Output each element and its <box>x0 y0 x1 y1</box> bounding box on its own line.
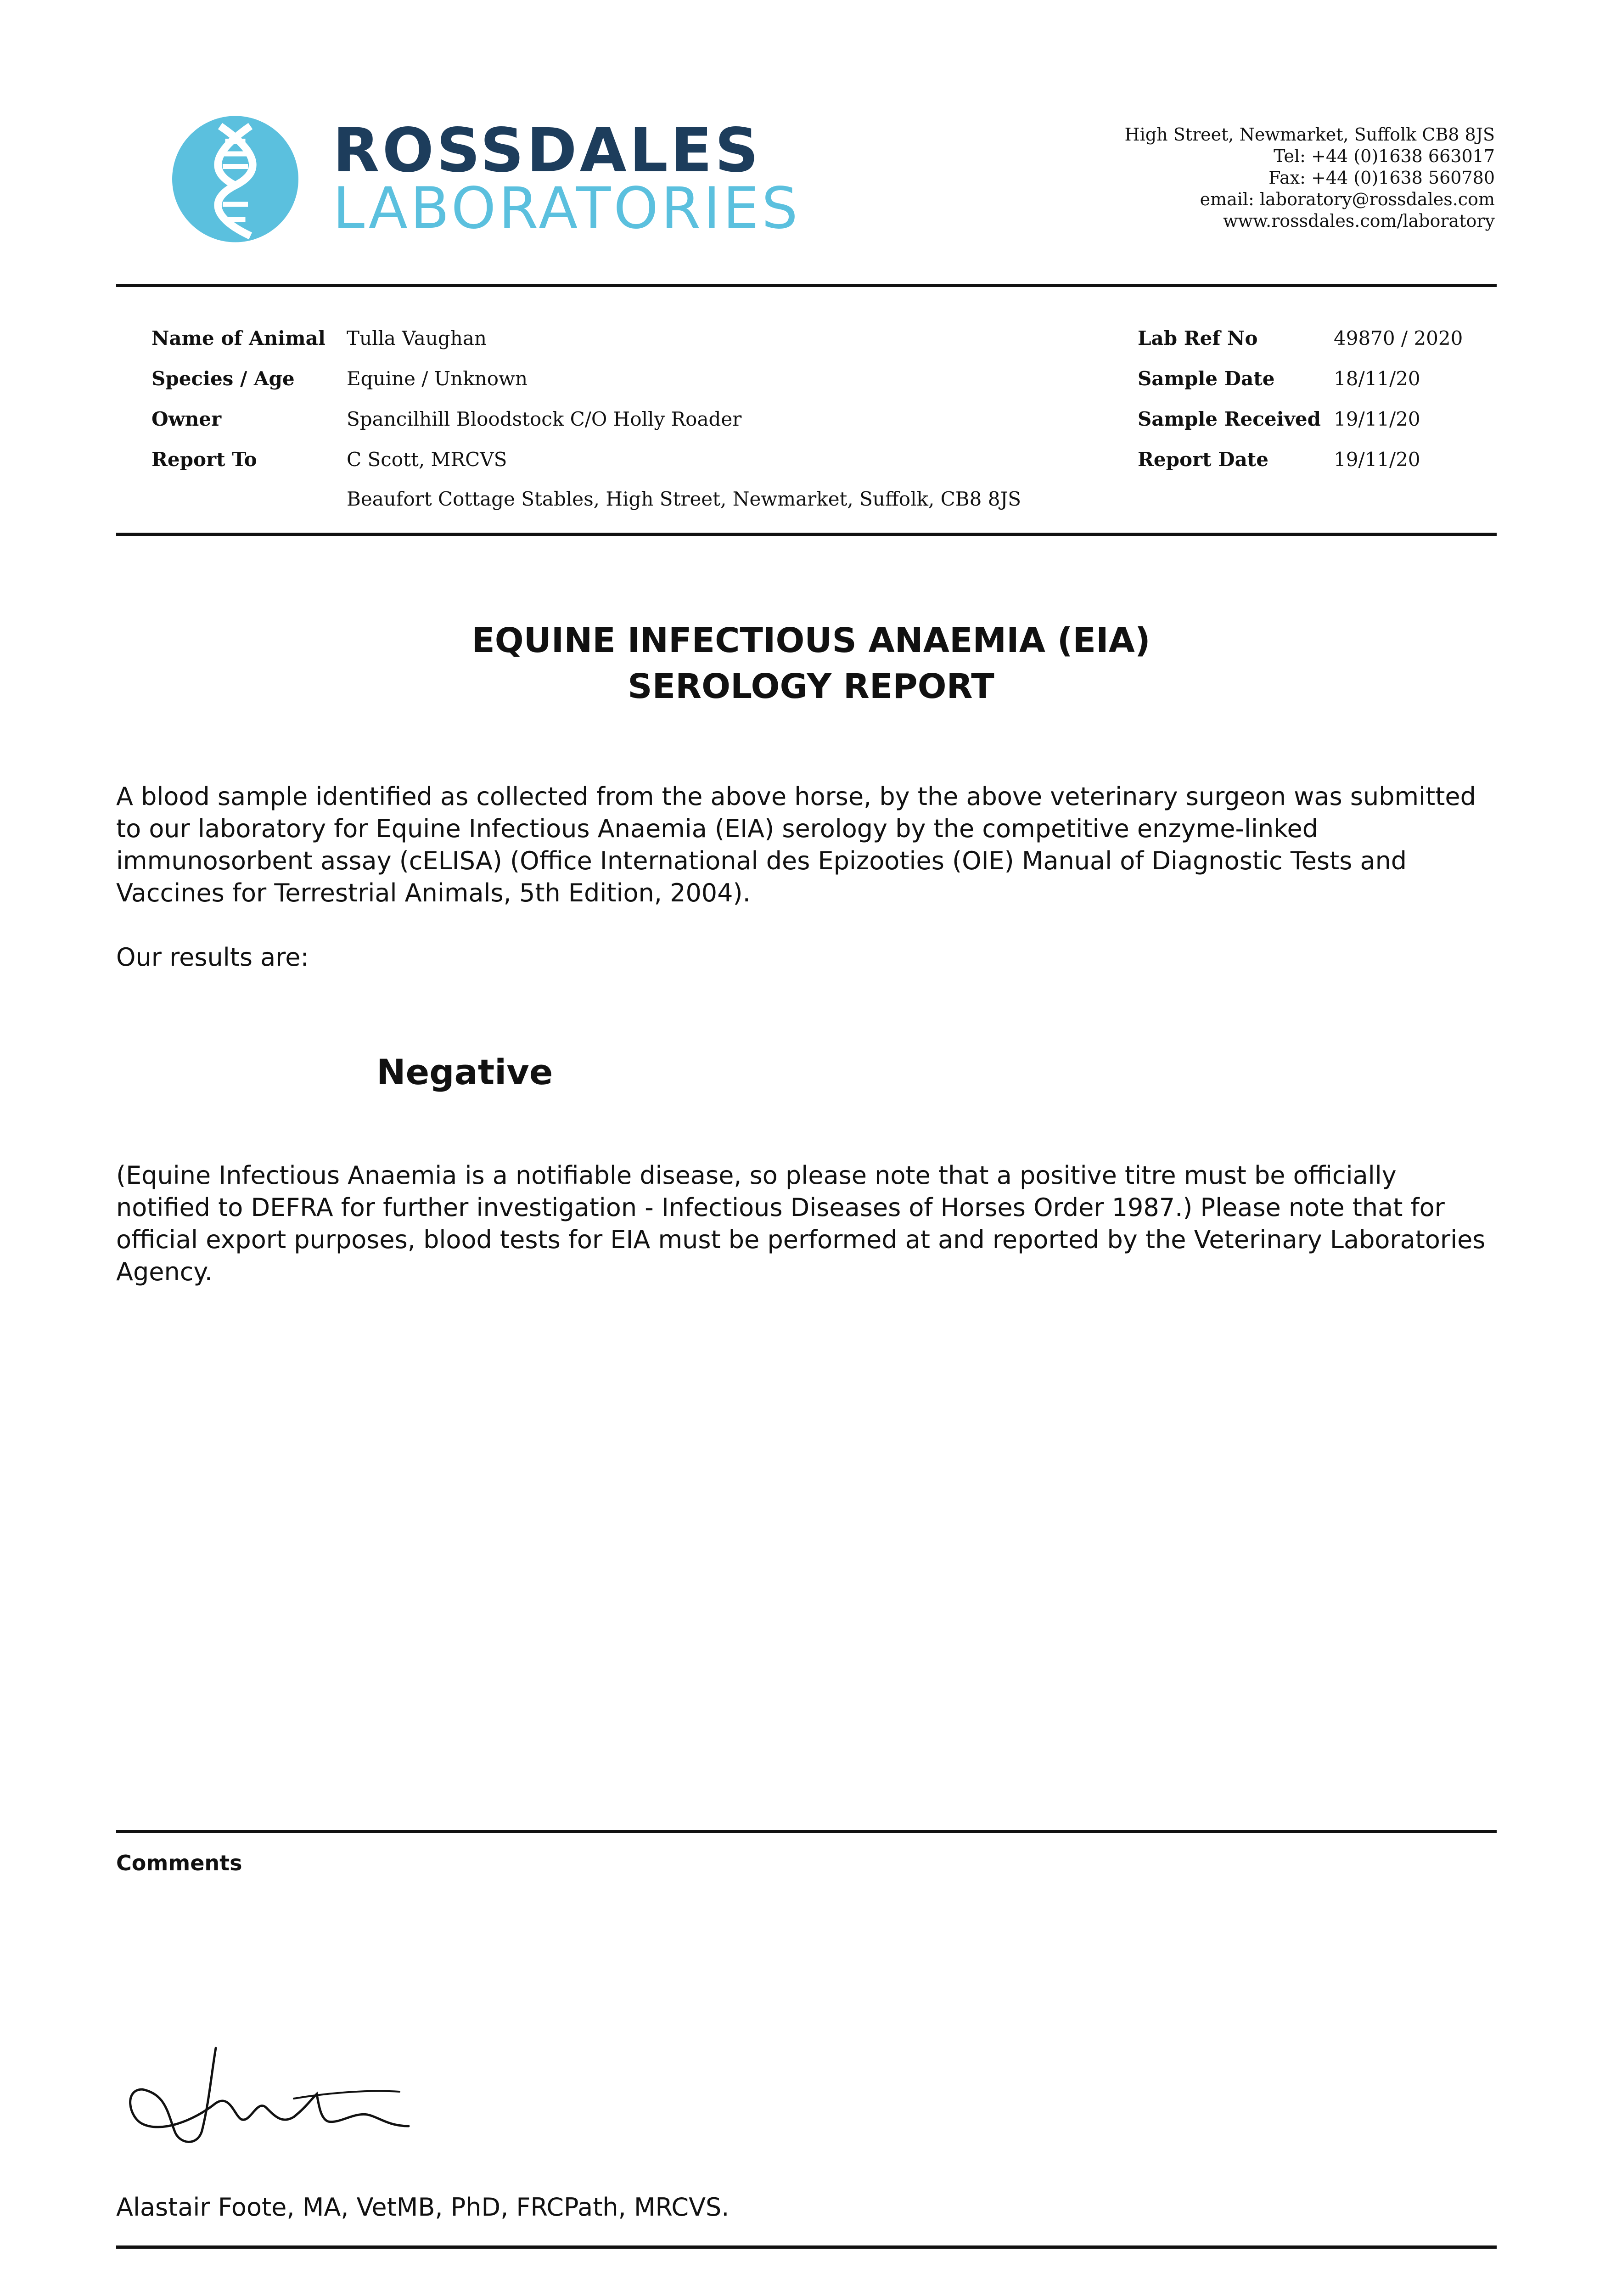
label-lab-ref-no: Lab Ref No <box>1138 327 1258 349</box>
label-sample-received: Sample Received <box>1138 408 1321 430</box>
value-report-to: C Scott, MRCVS <box>347 448 507 471</box>
label-owner: Owner <box>152 408 222 430</box>
label-report-to: Report To <box>152 448 257 471</box>
signatory-name: Alastair Foote, MA, VetMB, PhD, FRCPath, MRCVS. <box>116 2193 730 2222</box>
value-report-to-address: Beaufort Cottage Stables, High Street, Newmarket, Suffolk, CB8 8JS <box>347 488 1021 510</box>
brand-name-primary: ROSSDALES <box>333 115 762 186</box>
label-report-date: Report Date <box>1138 448 1268 471</box>
address-fax: Fax: +44 (0)1638 560780 <box>1268 168 1495 188</box>
value-lab-ref-no: 49870 / 2020 <box>1334 327 1463 349</box>
divider-top <box>116 284 1497 287</box>
result-value: Negative <box>376 1052 553 1092</box>
value-report-date: 19/11/20 <box>1334 448 1420 471</box>
label-name-of-animal: Name of Animal <box>152 327 326 349</box>
notifiable-note: (Equine Infectious Anaemia is a notifiable disease, so please note that a positive titre must be officially notified to DEFRA for further investigation - Infectious Diseases of Horses Order 1987.) Please note that for official export purposes, blood tests for EIA must be performed at and reported by the Veterinary Laboratories Agency. <box>116 1161 1486 1286</box>
results-intro: Our results are: <box>116 943 309 972</box>
address-email: email: laboratory@rossdales.com <box>1200 189 1495 209</box>
label-sample-date: Sample Date <box>1138 367 1275 390</box>
address-tel: Tel: +44 (0)1638 663017 <box>1274 146 1495 166</box>
value-sample-date: 18/11/20 <box>1334 367 1420 390</box>
label-species-age: Species / Age <box>152 367 295 390</box>
divider-details <box>116 533 1497 536</box>
value-sample-received: 19/11/20 <box>1334 408 1420 430</box>
report-title-line2: SEROLOGY REPORT <box>628 667 994 706</box>
intro-paragraph: A blood sample identified as collected from the above horse, by the above veterinary surgeon was submitted to our laboratory for Equine Infectious Anaemia (EIA) serology by the competitive enzyme-linked immunosorbent assay (cELISA) (Office International des Epizooties (OIE) Manual of Diagnostic Tests and Vaccines for Terrestrial Animals, 5th Edition, 2004). <box>116 782 1476 907</box>
value-name-of-animal: Tulla Vaughan <box>347 327 487 349</box>
address-street: High Street, Newmarket, Suffolk CB8 8JS <box>1124 124 1495 145</box>
address-web: www.rossdales.com/laboratory <box>1223 211 1495 231</box>
divider-bottom <box>116 2245 1497 2249</box>
report-title-line1: EQUINE INFECTIOUS ANAEMIA (EIA) <box>471 621 1151 660</box>
brand-name-secondary: LABORATORIES <box>333 175 801 242</box>
value-species-age: Equine / Unknown <box>347 367 528 390</box>
comments-label: Comments <box>116 1851 242 1875</box>
signature-image <box>124 2039 473 2158</box>
dna-helix-icon <box>172 115 298 243</box>
lab-address-block <box>1125 124 1495 232</box>
divider-comments <box>116 1830 1497 1833</box>
value-owner: Spancilhill Bloodstock C/O Holly Roader <box>347 408 742 430</box>
